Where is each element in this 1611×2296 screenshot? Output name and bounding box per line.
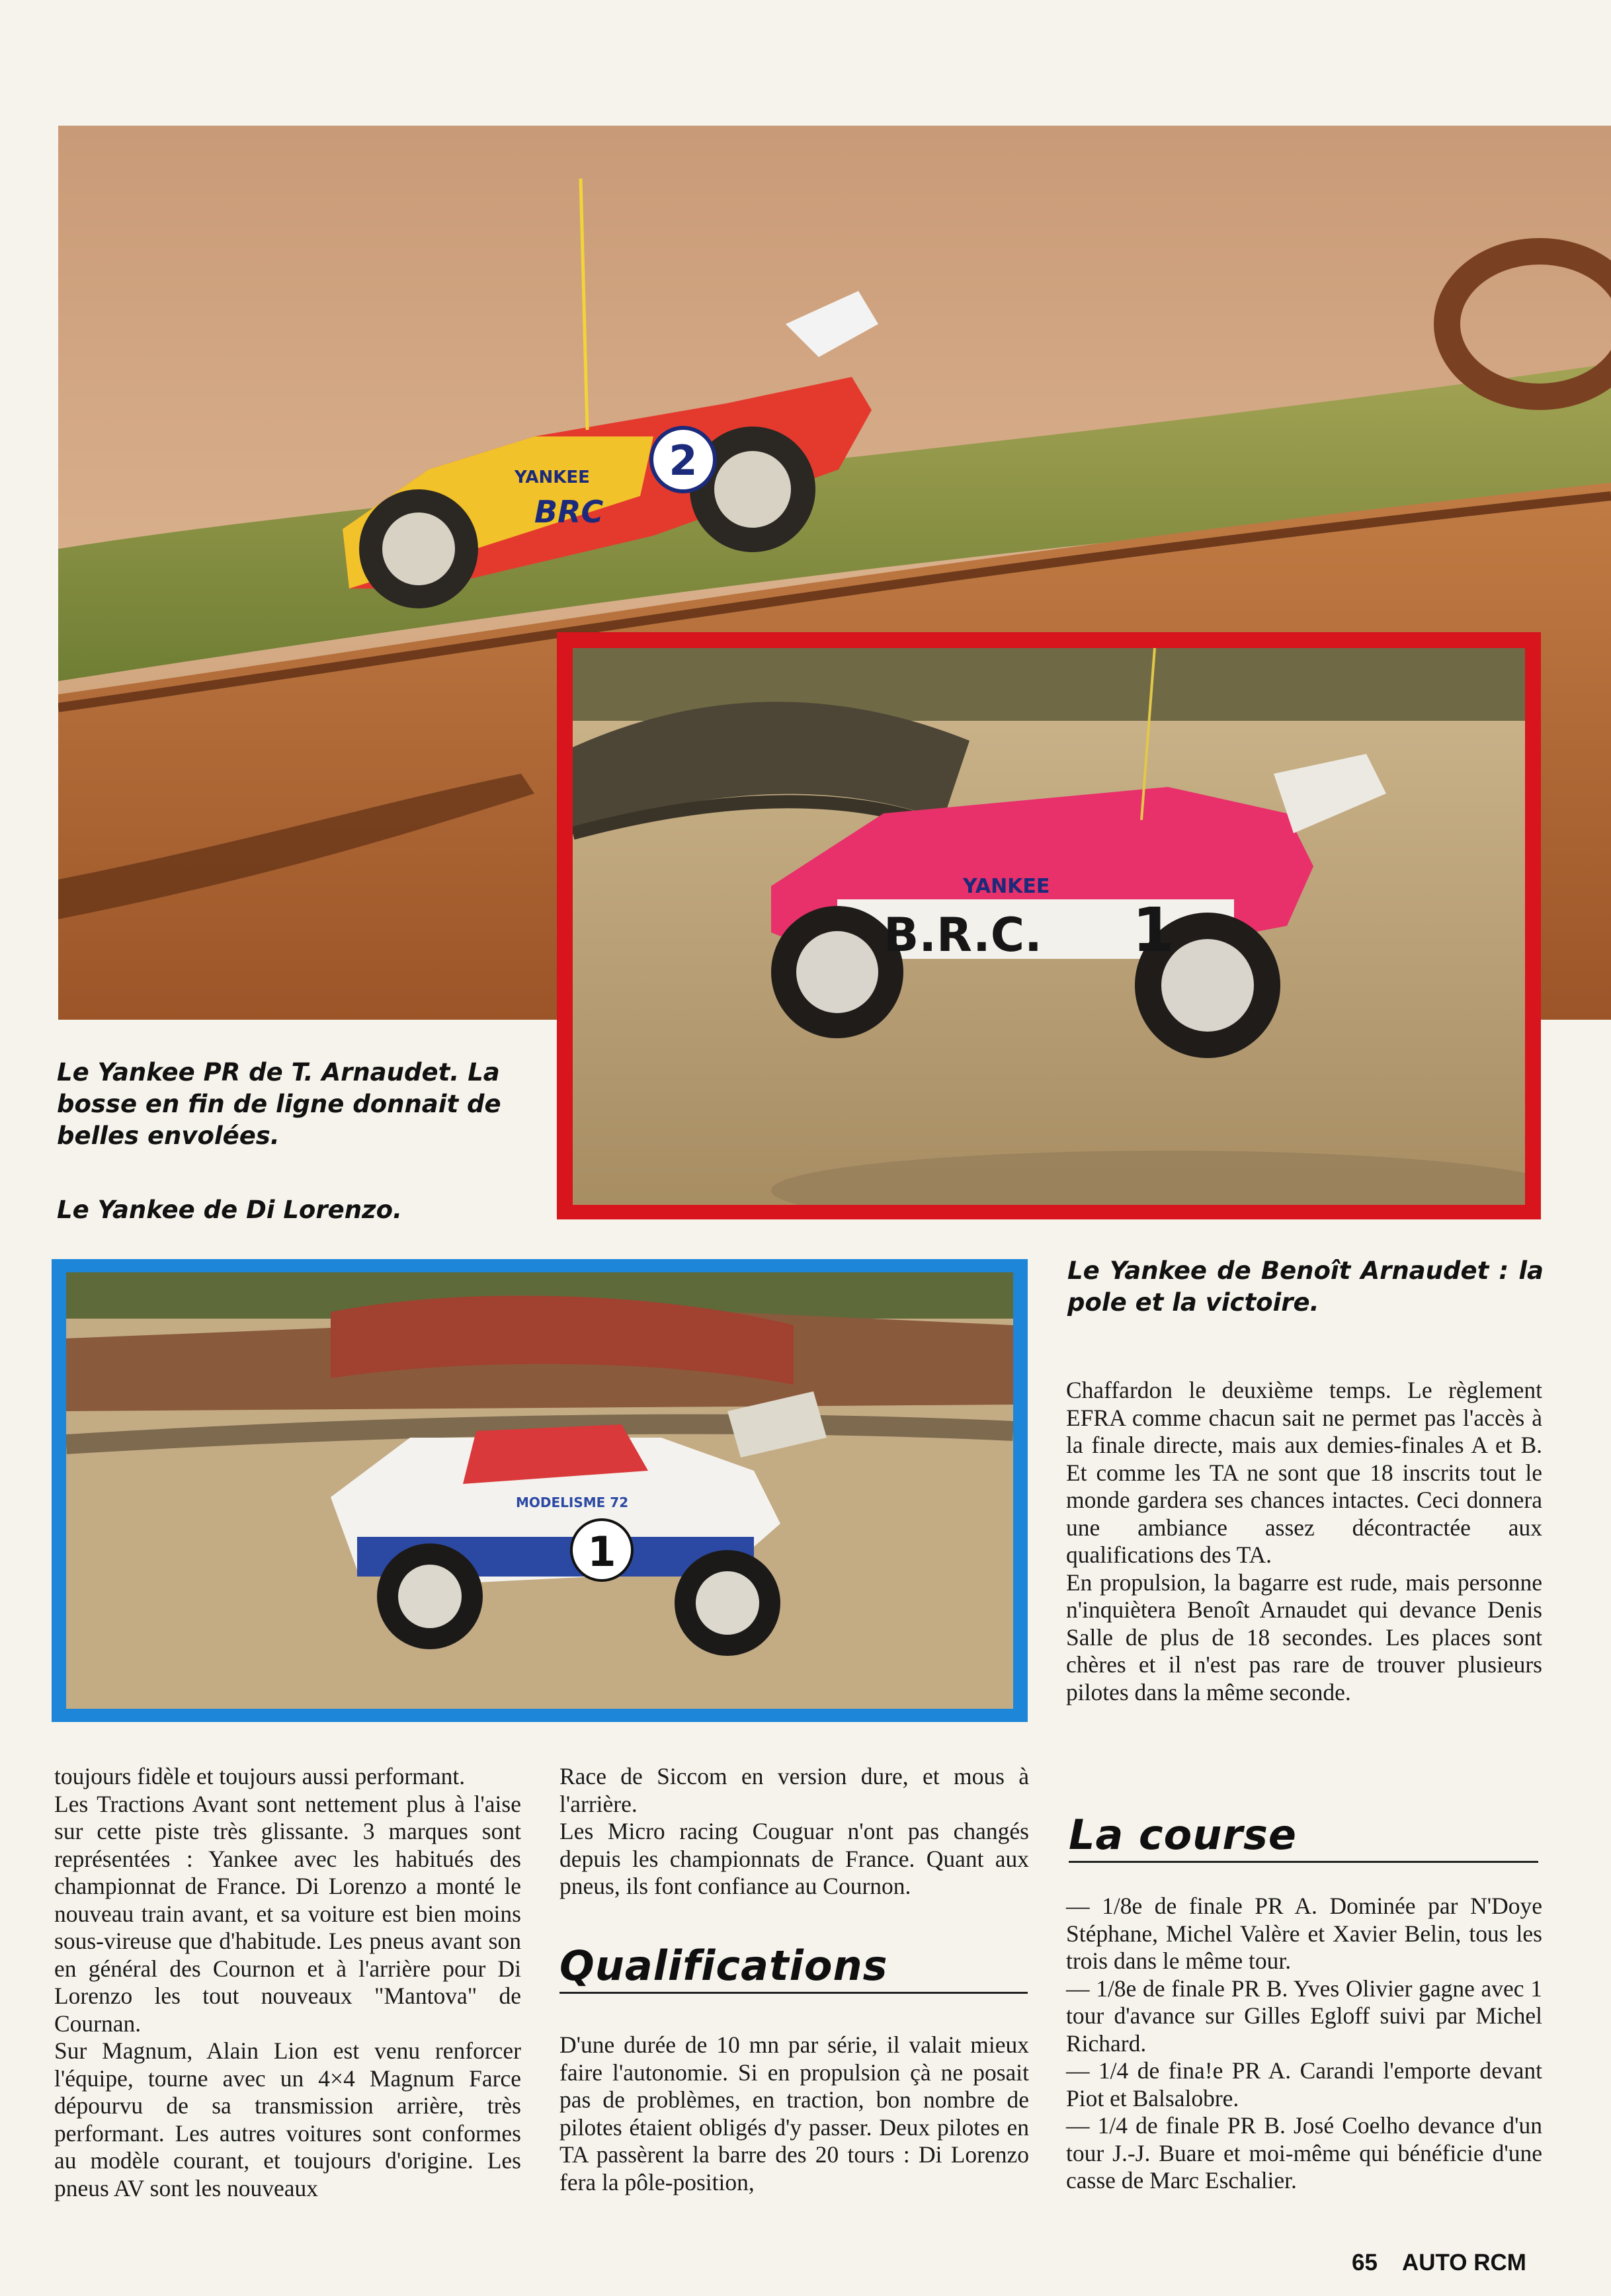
photo-yankee-benoit-arnaudet bbox=[573, 648, 1525, 1205]
col3-race-result-1: — 1/8e de finale PR A. Dominée par N'Doye Stéphane, Michel Valère et Xavier Belin, tous les trois dans le même tour. bbox=[1066, 1893, 1542, 1974]
col2-paragraph-1: Race de Siccom en version dure, et mous à l'arrière. bbox=[559, 1763, 1029, 1817]
caption-photo1: Le Yankee PR de T. Arnaudet. La bosse en fin de ligne donnait de belles envolées. bbox=[57, 1058, 501, 1150]
col3-race-result-3: — 1/4 de fina!e PR A. Carandi l'emporte devant Piot et Balsalobre. bbox=[1066, 2057, 1542, 2112]
car2-number: 1 bbox=[1132, 895, 1175, 965]
magazine-name: AUTO RCM bbox=[1402, 2250, 1526, 2276]
page-number: 65 bbox=[1352, 2250, 1378, 2276]
col3-race-result-4: — 1/4 de finale PR B. José Coelho devance d'un tour J.-J. Buare et moi-même qui bénéficie d'une casse de Marc Eschalier. bbox=[1066, 2112, 1542, 2194]
text-column-1 bbox=[54, 1763, 521, 2202]
col1-paragraph-2: Les Tractions Avant sont nettement plus à l'aise sur cette piste très glissante. 3 marques sont représentées : Yankee avec les habitués des championnat de France. Di Lorenzo a monté le nouveau train avant, et sa voiture est bien moins sous-vireuse que d'habitude. Les pneus avant son en général des Cournon et à l'arrière pour Di Lorenzo les tout nouveaux "Mantova" de Cournan. bbox=[54, 1790, 521, 2037]
text-column-3 bbox=[1066, 1377, 1542, 1706]
heading-la-course: La course bbox=[1069, 1812, 1538, 1863]
text-column-2-after-heading bbox=[559, 2031, 1029, 2196]
caption-photo3: Le Yankee de Benoît Arnaudet : la pole et la victoire. bbox=[1067, 1256, 1544, 1317]
text-column-2 bbox=[559, 1763, 1029, 1901]
col3-race-result-2: — 1/8e de finale PR B. Yves Olivier gagne avec 1 tour d'avance sur Gilles Egloff suivi par Michel Richard. bbox=[1066, 1975, 1542, 2057]
col1-paragraph-3: Sur Magnum, Alain Lion est venu renforcer l'équipe, tourne avec un 4×4 Magnum Farce dépourvu de sa transmission arrière, très performant. Les autres voitures sont conformes au modèle courant, et toujours d'origine. Les pneus AV sont les nouveaux bbox=[54, 2037, 521, 2201]
col1-paragraph-1: toujours fidèle et toujours aussi performant. bbox=[54, 1763, 466, 1789]
car2-sponsor: B.R.C. bbox=[884, 908, 1042, 962]
photo-yankee-di-lorenzo bbox=[66, 1272, 1013, 1709]
car1-sponsor: BRC bbox=[534, 494, 604, 530]
text-column-3-after-heading bbox=[1066, 1893, 1542, 2195]
caption-photo2: Le Yankee de Di Lorenzo. bbox=[57, 1196, 403, 1224]
car2-brand: YANKEE bbox=[963, 875, 1050, 898]
heading-qualifications: Qualifications bbox=[559, 1943, 1028, 1994]
car1-number: 2 bbox=[669, 436, 698, 485]
col2-paragraph-2: Les Micro racing Couguar n'ont pas changés depuis les championnats de France. Quant aux pneus, ils font confiance au Cournon. bbox=[559, 1818, 1029, 1899]
car1-brand: YANKEE bbox=[515, 468, 590, 487]
col3-paragraph-2: En propulsion, la bagarre est rude, mais personne n'inquiètera Benoît Arnaudet qui devance Denis Salle de plus de 18 secondes. Les places sont chères et il n'est pas rare de trouver plusieurs pilotes dans la même seconde. bbox=[1066, 1569, 1542, 1705]
car3-sponsor: MODELISME 72 bbox=[516, 1495, 629, 1510]
car3-number: 1 bbox=[587, 1528, 616, 1576]
col2-paragraph-3: D'une durée de 10 mn par série, il valait mieux faire l'autonomie. Si en propulsion çà ne posait pas de problèmes, en traction, bon nombre de pilotes étaient obligés d'y passer. Deux pilotes en TA passèrent la barre des 20 tours : Di Lorenzo fera la pôle-position, bbox=[559, 2031, 1029, 2195]
col3-paragraph-1: Chaffardon le deuxième temps. Le règlement EFRA comme chacun sait ne permet pas l'accès à la finale directe, mais aux demies-finales A et B. Et comme les TA ne sont que 18 inscrits tout le monde gardera ses chances intactes. Ceci donnera une ambiance assez décontractée aux qualifications des TA. bbox=[1066, 1377, 1542, 1568]
